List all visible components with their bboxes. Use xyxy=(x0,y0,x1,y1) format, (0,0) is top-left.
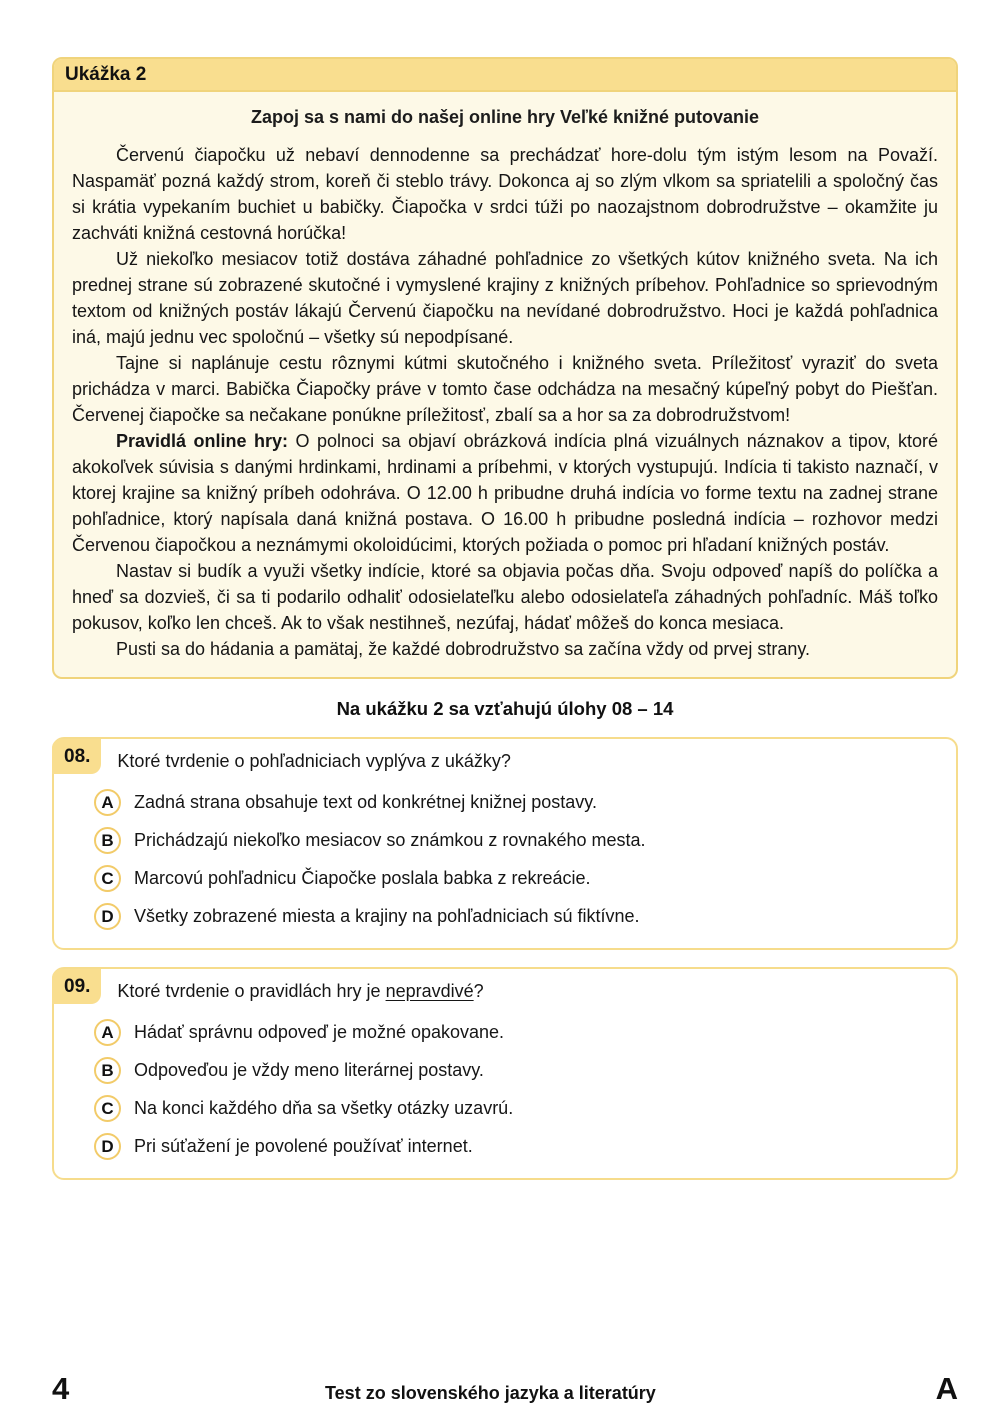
rules-rest: O polnoci sa objaví obrázková indícia plná vizuálnych náznakov a tipov, ktoré akokoľvek súvisia s danými hrdinkami, hrdinami a príbehmi, v ktorých vystupujú. Indícia ti takisto naznačí, v ktorej krajine sa knižný príbeh odohráva. O 12.00 h pribudne druhá indícia vo forme textu na zadnej strane pohľadnice, ktorý napísala daná knižná postava. O 16.00 h pribudne posledná indícia – rozhovor medzi Červenou čiapočkou a neznámymi okoloidúcimi, ktorých požiada o pomoc pri hľadaní knižných postáv. xyxy=(72,431,939,555)
question-head xyxy=(54,747,940,774)
option-letter-badge: C xyxy=(94,1095,121,1122)
option-text: Na konci každého dňa sa všetky otázky uzavrú. xyxy=(134,1098,514,1118)
option-row xyxy=(94,789,940,816)
options-list xyxy=(54,1019,940,1160)
option-letter-badge: D xyxy=(94,1133,121,1160)
rules-lead: Pravidlá online hry: xyxy=(116,431,289,451)
option-letter-badge: B xyxy=(94,827,121,854)
question-text-underlined: nepravdivé xyxy=(385,981,474,1001)
option-row xyxy=(94,1133,940,1160)
passage-body xyxy=(54,92,956,677)
footer-title: Test zo slovenského jazyka a literatúry xyxy=(325,1383,656,1403)
page-content xyxy=(52,57,958,1197)
question-text-after: ? xyxy=(473,981,484,1001)
question-text xyxy=(101,977,483,1002)
option-letter-badge: A xyxy=(94,1019,121,1046)
variant-letter: A xyxy=(935,1371,958,1406)
option-text: Zadná strana obsahuje text od konkrétnej knižnej postavy. xyxy=(134,792,597,812)
passage-title: Zapoj sa s nami do našej online hry Veľké knižné putovanie xyxy=(250,107,760,127)
option-text: Hádať správnu odpoveď je možné opakovane. xyxy=(134,1022,505,1042)
option-letter-badge: B xyxy=(94,1057,121,1084)
passage-label: Ukážka 2 xyxy=(54,59,956,92)
option-row xyxy=(94,865,940,892)
option-letter-badge: A xyxy=(94,789,121,816)
passage-box xyxy=(52,57,958,679)
passage-paragraph: Nastav si budík a využi všetky indície, ktoré sa objavia počas dňa. Svoju odpoveď napíš do políčka a hneď sa dozvieš, či sa ti podarilo odhaliť odosielateľku alebo odosielateľa záhadných pohľadníc. Máš toľko pokusov, koľko len chceš. Ak to však nestihneš, nezúfaj, hádať môžeš do konca mesiaca. xyxy=(72,561,938,633)
option-row xyxy=(94,903,940,930)
passage-paragraph: Už niekoľko mesiacov totiž dostáva záhadné pohľadnice zo všetkých kútov knižného sveta. Na ich prednej strane sú zobrazené skutočné i vymyslené krajiny z knižných príbehov. Pohľadnice so sprievodným textom od knižných postáv lákajú Červenú čiapočku na nevídané dobrodružstvo. Hoci je každá pohľadnica iná, majú jednu vec spoločnú – všetky sú nepodpísané. xyxy=(72,249,938,347)
question-number-badge: 08. xyxy=(52,739,101,774)
section-heading: Na ukážku 2 sa vzťahujú úlohy 08 – 14 xyxy=(336,698,674,719)
option-text: Marcovú pohľadnicu Čiapočke poslala babka z rekreácie. xyxy=(134,868,591,888)
option-text: Odpoveďou je vždy meno literárnej postavy. xyxy=(134,1060,484,1080)
question-number-badge: 09. xyxy=(52,969,101,1004)
question-box-08 xyxy=(52,737,958,950)
question-text: Ktoré tvrdenie o pohľadniciach vyplýva z ukážky? xyxy=(117,751,511,771)
footer xyxy=(52,1371,958,1407)
passage-paragraph: Červenú čiapočku už nebaví dennodenne sa prechádzať hore-dolu tým istým lesom na Považí. Naspamäť pozná každý strom, koreň či steblo trávy. Dokonca aj so zlým vlkom sa spriatelili a spoločný čas si krátia vypekaním buchiet u babičky. Čiapočka v srdci túži po naozajstnom dobrodružstve – okamžite ju zachváti knižná cestovná horúčka! xyxy=(72,145,938,243)
question-head xyxy=(54,977,940,1004)
page-number: 4 xyxy=(52,1371,70,1406)
passage-paragraph: Tajne si naplánuje cestu rôznymi kútmi skutočného i knižného sveta. Príležitosť vyraziť do sveta prichádza v marci. Babička Čiapočky práve v tomto čase odchádza na mesačný kúpeľný pobyt do Piešťan. Červenej čiapočke sa nečakane ponúkne príležitosť, zbalí sa a hor sa za dobrodružstvom! xyxy=(72,353,938,425)
option-text: Pri súťažení je povolené používať internet. xyxy=(134,1136,473,1156)
options-list xyxy=(54,789,940,930)
option-letter-badge: D xyxy=(94,903,121,930)
option-row xyxy=(94,827,940,854)
passage-paragraph-rules xyxy=(72,428,938,558)
option-text: Všetky zobrazené miesta a krajiny na pohľadniciach sú fiktívne. xyxy=(134,906,640,926)
passage-paragraph: Pusti sa do hádania a pamätaj, že každé dobrodružstvo sa začína vždy od prvej strany. xyxy=(116,639,811,659)
question-box-09 xyxy=(52,967,958,1180)
option-row xyxy=(94,1019,940,1046)
option-row xyxy=(94,1095,940,1122)
question-text-before: Ktoré tvrdenie o pravidlách hry je xyxy=(117,981,386,1001)
option-text: Prichádzajú niekoľko mesiacov so známkou z rovnakého mesta. xyxy=(134,830,646,850)
option-letter-badge: C xyxy=(94,865,121,892)
option-row xyxy=(94,1057,940,1084)
